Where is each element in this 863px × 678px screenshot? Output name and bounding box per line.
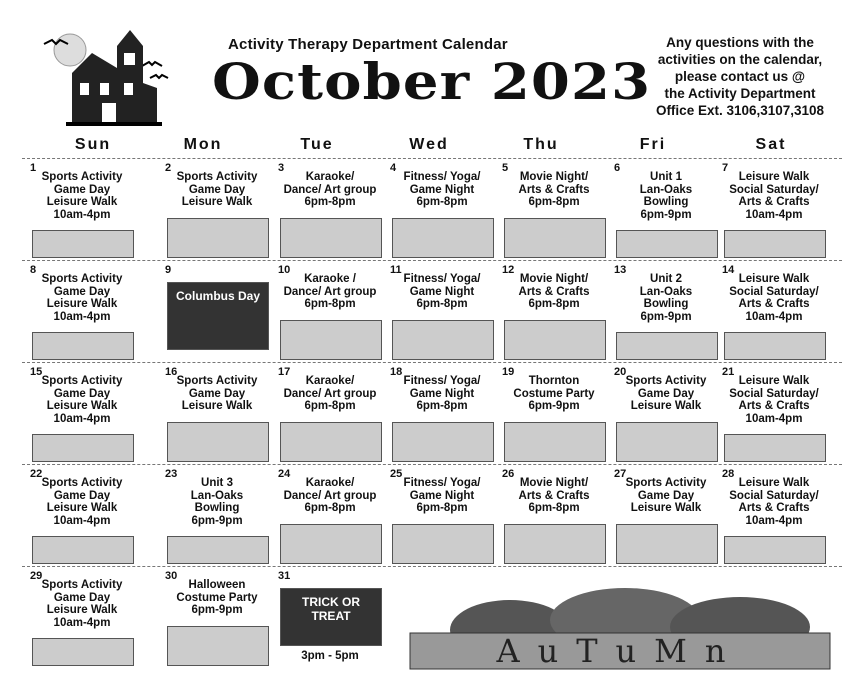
activity-line: Sports Activity [625,477,707,489]
clipart-image [504,524,606,564]
day-activities [502,171,606,209]
activity-line: Leisure Walk [46,196,118,209]
activity-line: 6pm-8pm [528,196,580,209]
day-number: 25 [390,468,403,480]
activity-line: Leisure Walk [630,502,702,515]
contact-line: Office Ext. 3106,3107,3108 [655,103,825,118]
activity-line: Game Night [409,285,475,298]
activity-line: Social Saturday/ [729,285,819,298]
activity-line: 6pm-8pm [416,502,468,515]
day-number: 12 [502,264,515,276]
activity-line: Bowling [643,298,689,311]
clipart-image [167,536,269,564]
clipart-image [167,282,269,350]
contact-info [640,34,840,119]
activity-line: Arts & Crafts [738,502,810,515]
clipart-image [724,230,826,258]
activity-line: Movie Night/ [519,273,589,285]
activity-line: Halloween [188,579,246,591]
day-cell [382,364,494,464]
clipart-image [392,524,494,564]
day-cell [382,160,494,260]
activity-line: 6pm-8pm [528,298,580,311]
activity-line: Lan-Oaks [639,285,693,298]
day-cell [606,262,718,362]
day-cell [22,466,134,566]
autumn-banner-text: AuTuMn [496,632,744,670]
activity-line: Arts & Crafts [518,489,590,502]
day-cell [270,160,382,260]
activity-line: Fitness/ Yoga/ [403,171,481,183]
day-number: 14 [722,264,735,276]
activity-line: Game Day [188,387,246,400]
activity-line: 10am-4pm [53,616,111,629]
day-cell [157,364,269,464]
clipart-image [724,434,826,462]
weekday-sun: Sun [74,136,112,153]
day-cell [714,364,826,464]
activity-line: 10am-4pm [53,310,111,323]
day-cell [157,160,269,260]
day-number: 16 [165,366,178,378]
day-cell [606,160,718,260]
activity-line: 6pm-9pm [640,310,692,323]
day-activities [165,477,269,527]
activity-line: Dance/ Art group [283,183,377,196]
activity-line: 6pm-9pm [640,208,692,221]
activity-line: Game Day [53,183,111,196]
activity-line: Sports Activity [176,375,258,387]
activity-line: 10am-4pm [53,514,111,527]
day-cell [270,568,382,668]
activity-line: Game Night [409,387,475,400]
activity-line: Unit 3 [201,477,233,489]
clipart-image [392,218,494,258]
day-activities [30,171,134,221]
day-cell [606,364,718,464]
page-title: October 2023 [212,52,652,111]
calendar-subtitle: Activity Therapy Department Calendar [228,36,508,53]
weekday-sat: Sat [755,136,787,153]
day-number: 20 [614,366,627,378]
autumn-pumpkins-banner [400,585,840,673]
activity-line: Game Day [188,183,246,196]
activity-line: Leisure Walk [738,375,810,387]
day-number: 31 [278,570,291,582]
day-activities [722,171,826,221]
activity-line: 6pm-8pm [304,502,356,515]
day-number: 8 [30,264,37,276]
day-number: 17 [278,366,291,378]
day-activities [614,171,718,221]
contact-line: please contact us @ [674,69,806,84]
activity-line: Unit 1 [650,171,682,183]
day-activities [390,273,494,311]
clipart-image [167,422,269,462]
activity-line: Costume Party [513,387,595,400]
activity-line: Dance/ Art group [283,387,377,400]
day-activities [278,375,382,413]
day-cell [494,364,606,464]
activity-line: Sports Activity [41,477,123,489]
day-activities [390,375,494,413]
clipart-caption: Columbus Day [175,289,260,303]
clipart-image [32,536,134,564]
weekday-mon: Mon [183,136,223,153]
clipart-image [280,524,382,564]
activity-line: 6pm-8pm [416,298,468,311]
activity-line: Leisure Walk [630,400,702,413]
day-number: 19 [502,366,515,378]
day-number: 21 [722,366,735,378]
day-number: 2 [165,162,172,174]
clipart-image [167,626,269,666]
activity-line: Sports Activity [625,375,707,387]
activity-line: 10am-4pm [53,208,111,221]
activity-line: 10am-4pm [745,514,803,527]
clipart-image [504,320,606,360]
activity-line: Movie Night/ [519,477,589,489]
clipart-image [616,422,718,462]
activity-line: 6pm-8pm [304,298,356,311]
day-number: 7 [722,162,729,174]
day-activities [30,273,134,323]
activity-line: Arts & Crafts [518,183,590,196]
activity-line: Movie Night/ [519,171,589,183]
day-activities [722,273,826,323]
clipart-image [724,332,826,360]
activity-line: Leisure Walk [181,400,253,413]
activity-line: Leisure Walk [46,298,118,311]
day-number: 24 [278,468,291,480]
day-cell [270,466,382,566]
activity-line: Game Day [53,285,111,298]
clipart-image [616,230,718,258]
day-activities [278,477,382,515]
clipart-image [280,588,382,646]
activity-line: Arts & Crafts [738,196,810,209]
activity-line: Leisure Walk [46,604,118,617]
day-number: 1 [30,162,37,174]
activity-line: Sports Activity [41,579,123,591]
day-activities [390,171,494,209]
day-cell [157,568,269,668]
activity-line: 6pm-8pm [528,502,580,515]
activity-line: Sports Activity [41,273,123,285]
activity-line: Karaoke/ [305,171,355,183]
clipart-image [616,524,718,564]
day-number: 18 [390,366,403,378]
activity-line: Karaoke / [304,273,356,285]
day-activities [614,273,718,323]
day-cell [157,466,269,566]
day-activities [722,375,826,425]
activity-line: 6pm-8pm [416,196,468,209]
day-cell [494,160,606,260]
clipart-image [32,230,134,258]
day-cell [270,364,382,464]
activity-line: Bowling [194,502,240,515]
activity-line: Sports Activity [41,171,123,183]
day-cell [714,466,826,566]
weekday-tue: Tue [300,136,334,153]
day-activities [614,375,718,413]
activity-line: Game Day [53,387,111,400]
day-cell [494,466,606,566]
activity-line: Karaoke/ [305,375,355,387]
day-cell [382,262,494,362]
clipart-caption: TRICK OR TREAT [302,595,360,623]
activity-line: 6pm-8pm [304,196,356,209]
activity-line: Fitness/ Yoga/ [403,477,481,489]
day-number: 13 [614,264,627,276]
clipart-image [392,320,494,360]
activity-line: Dance/ Art group [283,285,377,298]
clipart-image [280,422,382,462]
week-divider [22,362,842,363]
activity-line: Arts & Crafts [738,298,810,311]
activity-line: Leisure Walk [738,171,810,183]
event-time: 3pm - 5pm [301,650,359,662]
activity-line: Game Day [53,489,111,502]
activity-line: Game Day [637,387,695,400]
clipart-image [32,434,134,462]
day-number: 9 [165,264,172,276]
clipart-image [504,422,606,462]
contact-line: Any questions with the [666,35,814,50]
clipart-image [724,536,826,564]
day-cell [270,262,382,362]
activity-line: Game Night [409,183,475,196]
activity-line: Lan-Oaks [190,489,244,502]
day-activities [502,273,606,311]
day-cell [382,466,494,566]
day-cell [157,262,269,362]
day-activities [278,171,382,209]
day-activities [390,477,494,515]
activity-line: Thornton [528,375,580,387]
activity-line: Dance/ Art group [283,489,377,502]
contact-line: activities on the calendar, [657,52,823,67]
activity-line: Leisure Walk [738,273,810,285]
day-number: 30 [165,570,178,582]
day-cell [714,262,826,362]
activity-line: Arts & Crafts [738,400,810,413]
day-number: 23 [165,468,178,480]
day-cell [606,466,718,566]
day-number: 10 [278,264,291,276]
activity-line: Costume Party [176,591,258,604]
activity-line: Leisure Walk [738,477,810,489]
activity-line: Unit 2 [650,273,682,285]
activity-line: 10am-4pm [745,208,803,221]
day-activities [30,579,134,629]
activity-line: 6pm-9pm [191,604,243,617]
day-cell [714,160,826,260]
day-activities [722,477,826,527]
activity-line: 6pm-9pm [528,400,580,413]
activity-line: Karaoke/ [305,477,355,489]
day-activities [165,375,269,413]
activity-line: Lan-Oaks [639,183,693,196]
day-number: 15 [30,366,43,378]
activity-line: 6pm-8pm [416,400,468,413]
day-activities [165,171,269,209]
day-number: 4 [390,162,397,174]
day-activities [278,273,382,311]
activity-line: Leisure Walk [181,196,253,209]
day-activities [30,477,134,527]
clipart-image [280,218,382,258]
day-number: 26 [502,468,515,480]
day-number: 6 [614,162,621,174]
activity-line: Sports Activity [41,375,123,387]
activity-line: Leisure Walk [46,502,118,515]
day-activities [502,375,606,413]
week-divider [22,464,842,465]
clipart-image [280,320,382,360]
day-activities [614,477,718,515]
activity-line: Game Day [637,489,695,502]
activity-line: 10am-4pm [53,412,111,425]
activity-line: 6pm-9pm [191,514,243,527]
activity-line: Social Saturday/ [729,387,819,400]
activity-line: Leisure Walk [46,400,118,413]
day-cell [494,262,606,362]
haunted-house-icon [42,28,177,128]
week-divider [22,566,842,567]
activity-line: Sports Activity [176,171,258,183]
activity-line: Social Saturday/ [729,489,819,502]
week-divider [22,260,842,261]
activity-line: Fitness/ Yoga/ [403,273,481,285]
day-cell [22,568,134,668]
weekday-wed: Wed [409,136,449,153]
day-number: 28 [722,468,735,480]
week-divider [22,158,842,159]
day-cell [22,364,134,464]
activity-line: Bowling [643,196,689,209]
weekday-thu: Thu [523,136,559,153]
activity-line: 10am-4pm [745,412,803,425]
day-activities [502,477,606,515]
day-number: 3 [278,162,285,174]
day-number: 27 [614,468,627,480]
activity-line: 10am-4pm [745,310,803,323]
day-cell [22,160,134,260]
clipart-image [32,638,134,666]
day-activities [165,579,269,617]
activity-line: Game Day [53,591,111,604]
clipart-image [616,332,718,360]
day-cell [22,262,134,362]
contact-line: the Activity Department [664,86,816,101]
day-number: 29 [30,570,43,582]
weekday-fri: Fri [639,136,667,153]
clipart-image [392,422,494,462]
clipart-image [32,332,134,360]
activity-line: 6pm-8pm [304,400,356,413]
activity-line: Fitness/ Yoga/ [403,375,481,387]
clipart-image [167,218,269,258]
activity-line: Social Saturday/ [729,183,819,196]
day-number: 5 [502,162,509,174]
activity-line: Game Night [409,489,475,502]
day-number: 22 [30,468,43,480]
day-number: 11 [390,264,402,276]
calendar-header [0,0,863,135]
day-activities [30,375,134,425]
clipart-image [504,218,606,258]
activity-line: Arts & Crafts [518,285,590,298]
